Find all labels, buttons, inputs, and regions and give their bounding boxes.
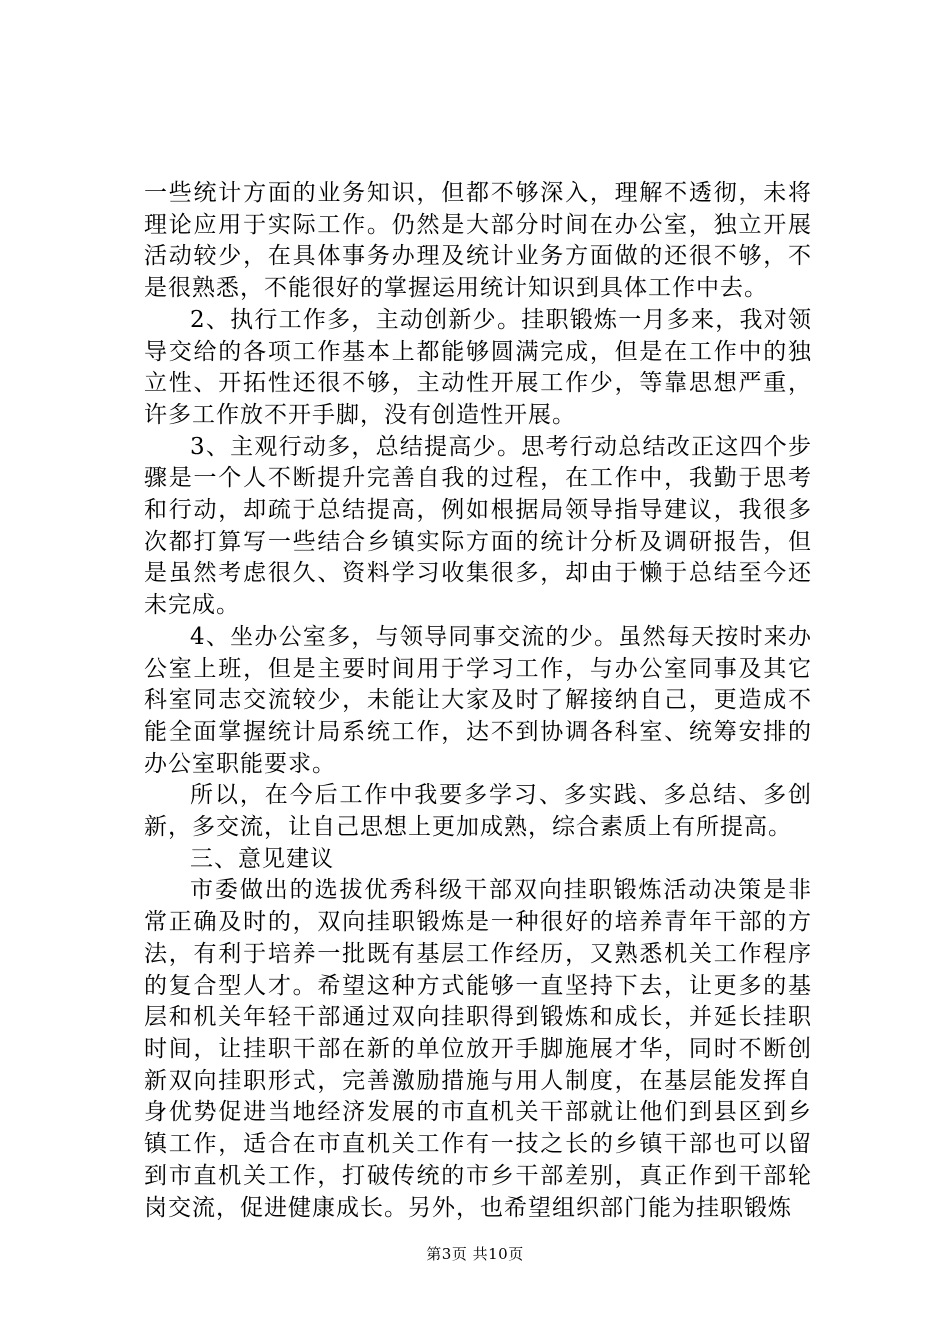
paragraph-point-3: 3、主观行动多，总结提高少。思考行动总结改正这四个步骤是一个人不断提升完善自我的过程，在工作中，我勤于思考和行动，却疏于总结提高，例如根据局领导指导建议，我很多次都打算写一些结合乡镇实际方面的统计分析及调研报告，但是虽然考虑很久、资料学习收集很多，却由于懒于总结至今还未完成。 [144, 433, 812, 619]
paragraph-point-2: 2、执行工作多，主动创新少。挂职锻炼一月多来，我对领导交给的各项工作基本上都能够圆满完成，但是在工作中的独立性、开拓性还很不够，主动性开展工作少，等靠思想严重，许多工作放不开手脚，没有创造性开展。 [144, 306, 812, 428]
paragraph-point-4: 4、坐办公室多，与领导同事交流的少。虽然每天按时来办公室上班，但是主要时间用于学习工作，与办公室同事及其它科室同志交流较少，未能让大家及时了解接纳自己，更造成不能全面掌握统计局系统工作，达不到协调各科室、统筹安排的办公室职能要求。 [144, 623, 812, 777]
paragraph-suggestions: 市委做出的选拔优秀科级干部双向挂职锻炼活动决策是非常正确及时的，双向挂职锻炼是一种很好的培养青年干部的方法，有利于培养一批既有基层工作经历，又熟悉机关工作程序的复合型人才。希望这种方式能够一直坚持下去，让更多的基层和机关年轻干部通过双向挂职得到锻炼和成长，并延长挂职时间，让挂职干部在新的单位放开手脚施展才华，同时不断创新双向挂职形式，完善激励措施与用人制度，在基层能发挥自身优势促进当地经济发展的市直机关干部就让他们到县区到乡镇工作，适合在市直机关工作有一技之长的乡镇干部也可以留到市直机关工作，打破传统的市乡干部差别，真正作到干部轮岗交流，促进健康成长。另外，也希望组织部门能为挂职锻炼 [144, 877, 812, 1221]
page-number-footer: 第3页 共10页 [426, 1245, 524, 1263]
paragraph-continued: 一些统计方面的业务知识，但都不够深入，理解不透彻，未将理论应用于实际工作。仍然是大部分时间在办公室，独立开展活动较少，在具体事务办理及统计业务方面做的还很不够，不是很熟悉，不能很好的掌握运用统计知识到具体工作中去。 [144, 180, 812, 302]
paragraph-summary: 所以，在今后工作中我要多学习、多实践、多总结、多创新，多交流，让自己思想上更加成熟，综合素质上有所提高。 [144, 782, 812, 841]
document-body [144, 178, 812, 1224]
section-heading-suggestions: 三、意见建议 [190, 845, 334, 872]
